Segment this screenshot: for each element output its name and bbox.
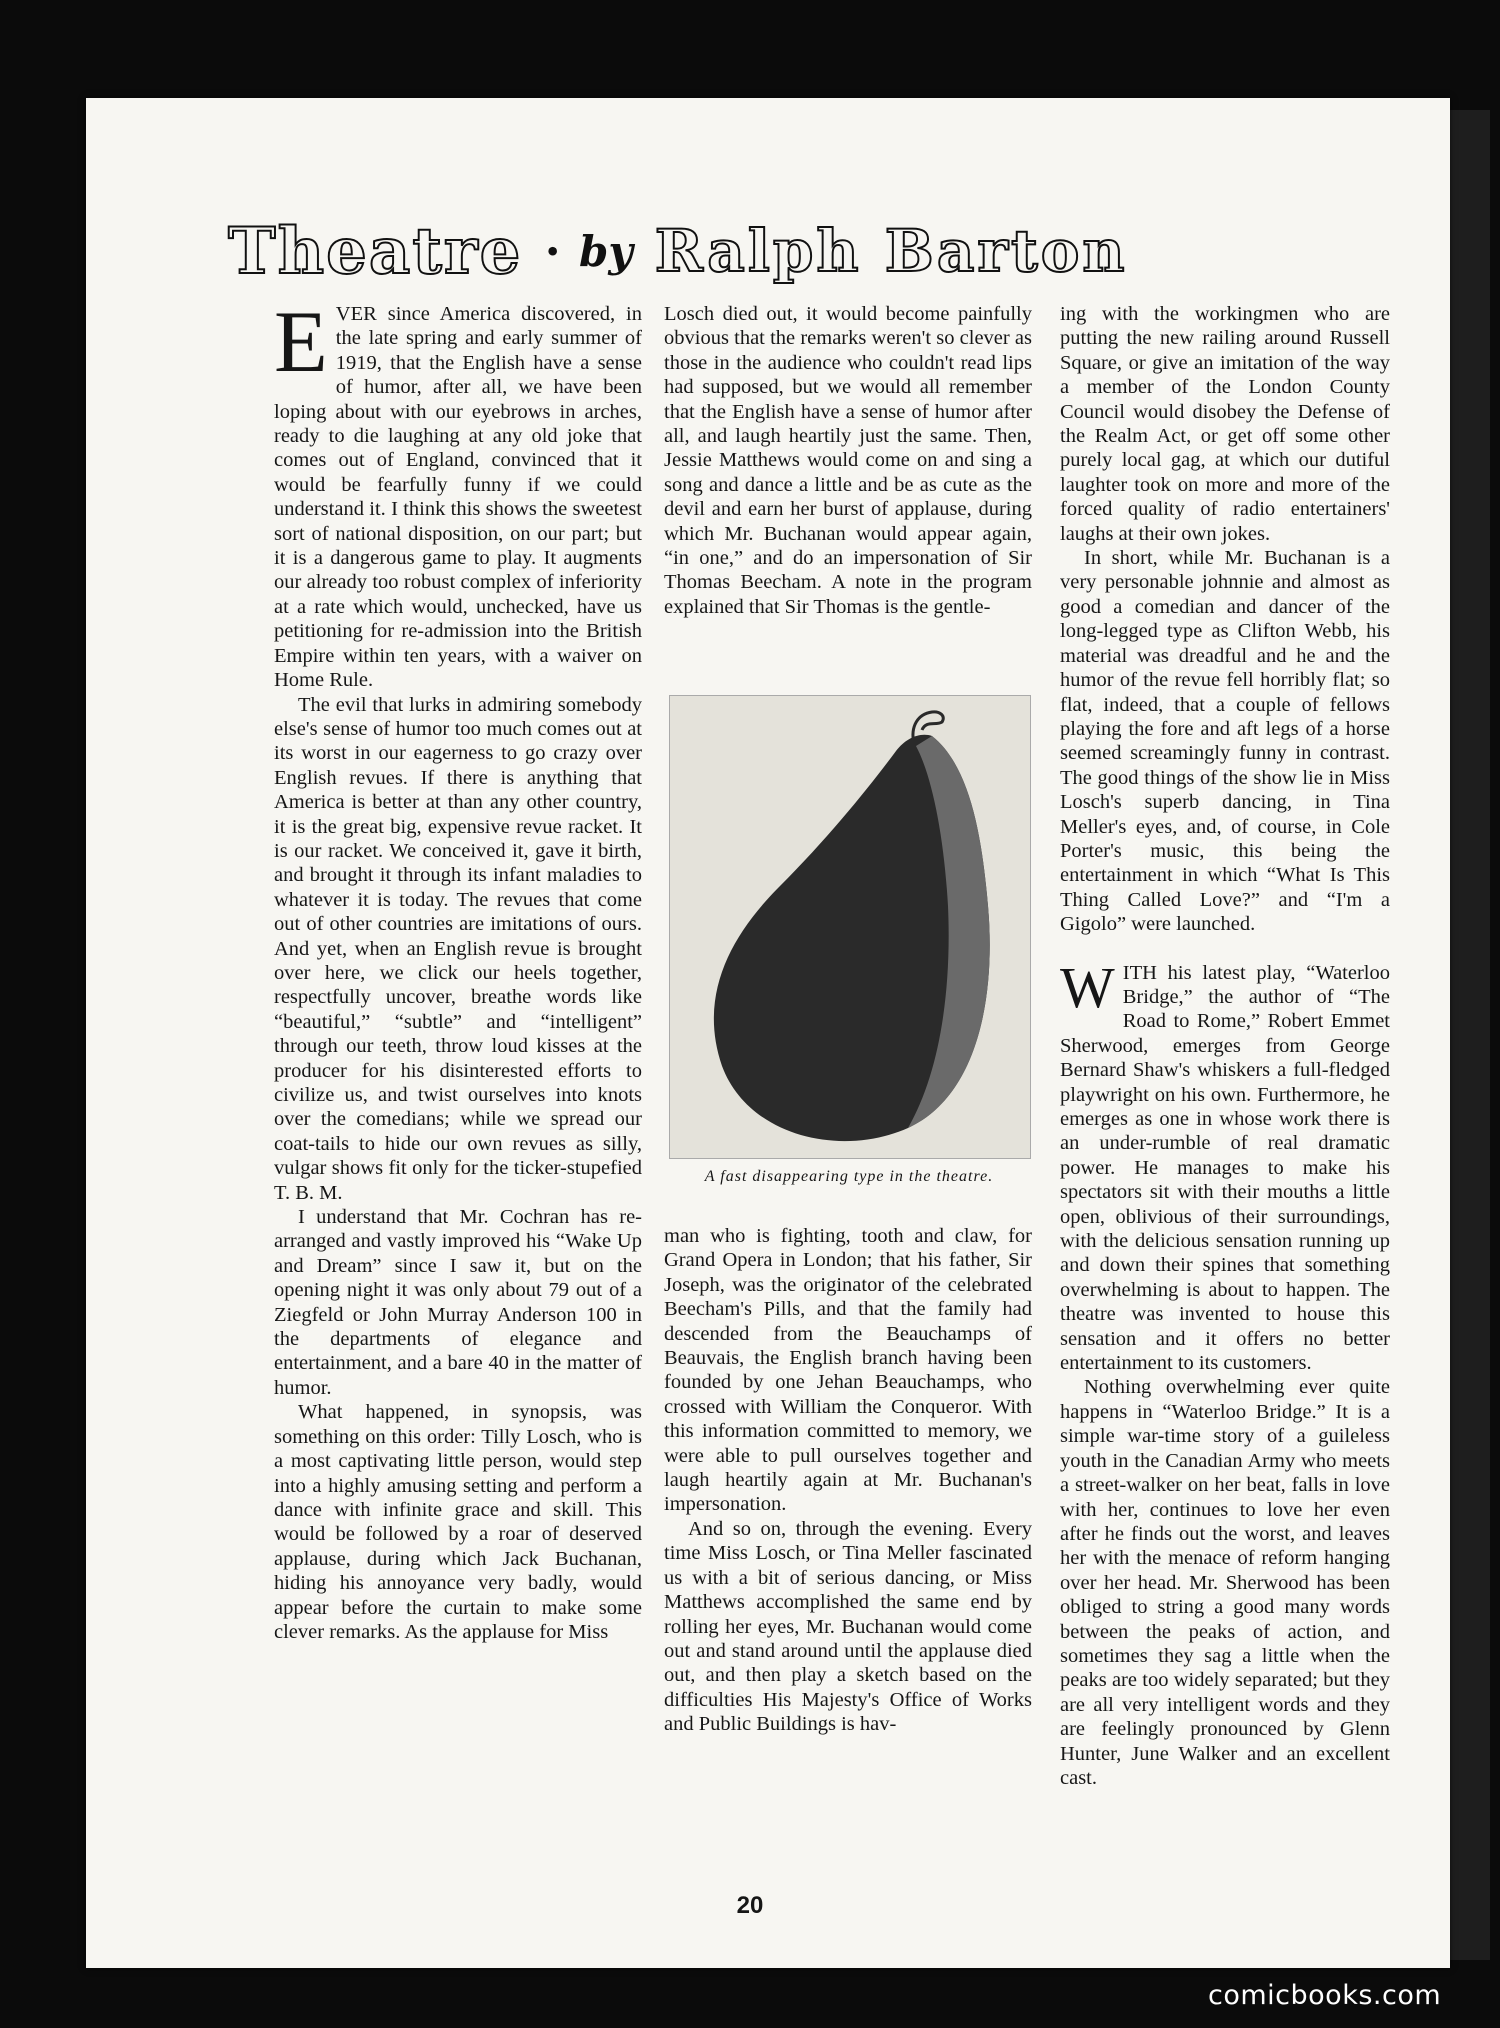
paragraph: EVER since America discovered, in the late spring and early summer of 1919, that the English have a sense of humor, after all, we have been loping about with our eyebrows in arches, ready to die laughing at any old joke that comes out of England, convinced that it would be fearfully funny if we could understand it. I think this shows the sweetest sort of national disposition, on our part; but it is a dangerous game to play. It augments our already too robust complex of inferiority at a rate which would, unchecked, have us petitioning for re-admission into the British Empire within ten years, with a waiver on Home Rule. (274, 294, 642, 692)
watermark: comicbooks.com (1208, 1980, 1442, 2011)
page-number: 20 (736, 1892, 764, 1919)
page-header (228, 213, 1388, 289)
pear-illustration (669, 695, 1031, 1159)
illustration-caption: A fast disappearing type in the theatre. (704, 1168, 994, 1185)
pear-icon (670, 696, 1030, 1158)
column-a (274, 294, 642, 1644)
paragraph: Losch died out, it would become painfully obvious that the remarks weren't so clever as those in the audience who couldn't read lips had supposed, but we would all remember that the English have a sense of humor after all, and laugh heartily just the same. Then, Jessie Matthews would come on and sing a song and dance a little and be as cute as the devil and earn her burst of applause, during which Mr. Buchanan would appear again, “in one,” and do an impersonation of Sir Thomas Beecham. A note in the program explained that Sir Thomas is the gentle- (664, 303, 1032, 618)
header-separator: • (546, 231, 559, 271)
byline-by: by (578, 226, 633, 276)
paragraph: ing with the workingmen who are putting the new railing around Russell Square, or give an imitation of the way a member of the London County Council would disobey the Defense of the Realm Act, or get off some other purely local gag, at which our dutiful laughter took on more and more of the forced quality of radio entertainers' laughs at their own jokes. (1060, 303, 1390, 545)
column-b-top (664, 302, 1032, 619)
paragraph: I understand that Mr. Cochran has re-arranged and vastly improved his “Wake Up and Dream” since I saw it, but on the opening night it was only about 79 out of a Ziegfeld or John Murray Anderson 100 in the departments of elegance and entertainment, and a bare 40 in the matter of humor. (274, 1206, 642, 1399)
paragraph: And so on, through the evening. Every time Miss Losch, or Tina Meller fascinated us with a bit of serious dancing, or Miss Matthews accomplished the same end by rolling her eyes, Mr. Buchanan would come out and stand around until the applause died out, and then play a sketch based on the difficulties His Majesty's Office of Works and Public Buildings is hav- (664, 1517, 1032, 1736)
paragraph: The evil that lurks in admiring somebody else's sense of humor too much comes out at its worst in our eagerness to go crazy over English revues. If there is anything that America is better at than any other country, it is the great big, expensive revue racket. It is our racket. We conceived it, gave it birth, and brought it through its infant maladies to whatever it is today. The revues that come out of other countries are imitations of ours. And yet, when an English revue is brought over here, we click our heels together, respectfully uncover, breathe words like “beautiful,” “subtle” and “intelligent” through our teeth, throw loud kisses at the producer for his disinterested efforts to civilize us, and twist ourselves into knots over the comedians; while we spread our coat-tails to hide our own revues as silly, vulgar shows fit only for the ticker-stupefied T. B. M. (274, 693, 642, 1204)
paragraph: Nothing overwhelming ever quite happens in “Waterloo Bridge.” It is a simple war-time story of a guileless youth in the Canadian Army who meets a street-walker on her beat, falls in love with her, continues to love her even after he finds out the worst, and leaves her with the menace of reform hanging over her head. Mr. Sherwood has been obliged to string a good many words between the peaks of action, and sometimes they sag a little when the peaks are too widely separated; but they are all very intelligent words and they are feelingly pronounced by Glenn Hunter, June Walker and an excellent cast. (1060, 1376, 1390, 1789)
author-name: Ralph Barton (654, 217, 1128, 285)
adjacent-page-edge (1450, 110, 1490, 1960)
paragraph: WITH his latest play, “Waterloo Bridge,” the author of “The Road to Rome,” Robert Emmet Sherwood, emerges from George Bernard Shaw's whiskers a full-fledged playwright on his own. Furthermore, he emerges as one in whose work there is an under-rumble of real dramatic power. He manages to make his spectators sit with their mouths a little open, oblivious of their surroundings, with the delicious sensation running up and down their spines that something overwhelming is about to happen. The theatre was invented to house this sensation and it offers no better entertainment to its customers. (1060, 954, 1390, 1375)
drop-cap: E (274, 294, 328, 391)
column-b-bottom (664, 1224, 1032, 1737)
column-c (1060, 302, 1390, 1790)
paragraph: In short, while Mr. Buchanan is a very personable johnnie and almost as good a comedian and dancer of the long-legged type as Clifton Webb, his material was dreadful and he and the humor of the revue fell horribly flat; so flat, indeed, that a couple of fellows playing the fore and aft legs of a horse seemed screamingly funny in contrast. The good things of the show lie in Miss Losch's superb dancing, in Tina Meller's eyes, and, of course, in Cole Porter's music, this being the entertainment in which “What Is This Thing Called Love?” and “I'm a Gigolo” were launched. (1060, 547, 1390, 936)
section-title: Theatre (228, 213, 523, 289)
drop-cap: W (1060, 954, 1115, 1020)
paragraph: man who is fighting, tooth and claw, for Grand Opera in London; that his father, Sir Joseph, was the originator of the celebrated Beecham's Pills, and that the family had descended from the Beauchamps of Beauvais, the English branch having been founded by one Jehan Beauchamps, who crossed with William the Conqueror. With this information committed to memory, we were able to pull ourselves together and laugh heartily again at Mr. Buchanan's impersonation. (664, 1225, 1032, 1516)
paragraph: What happened, in synopsis, was something on this order: Tilly Losch, who is a most captivating little person, would step into a highly amusing setting and perform a dance with infinite grace and skill. This would be followed by a roar of deserved applause, during which Jack Buchanan, hiding his annoyance very badly, would appear before the curtain to make some clever remarks. As the applause for Miss (274, 1401, 642, 1643)
